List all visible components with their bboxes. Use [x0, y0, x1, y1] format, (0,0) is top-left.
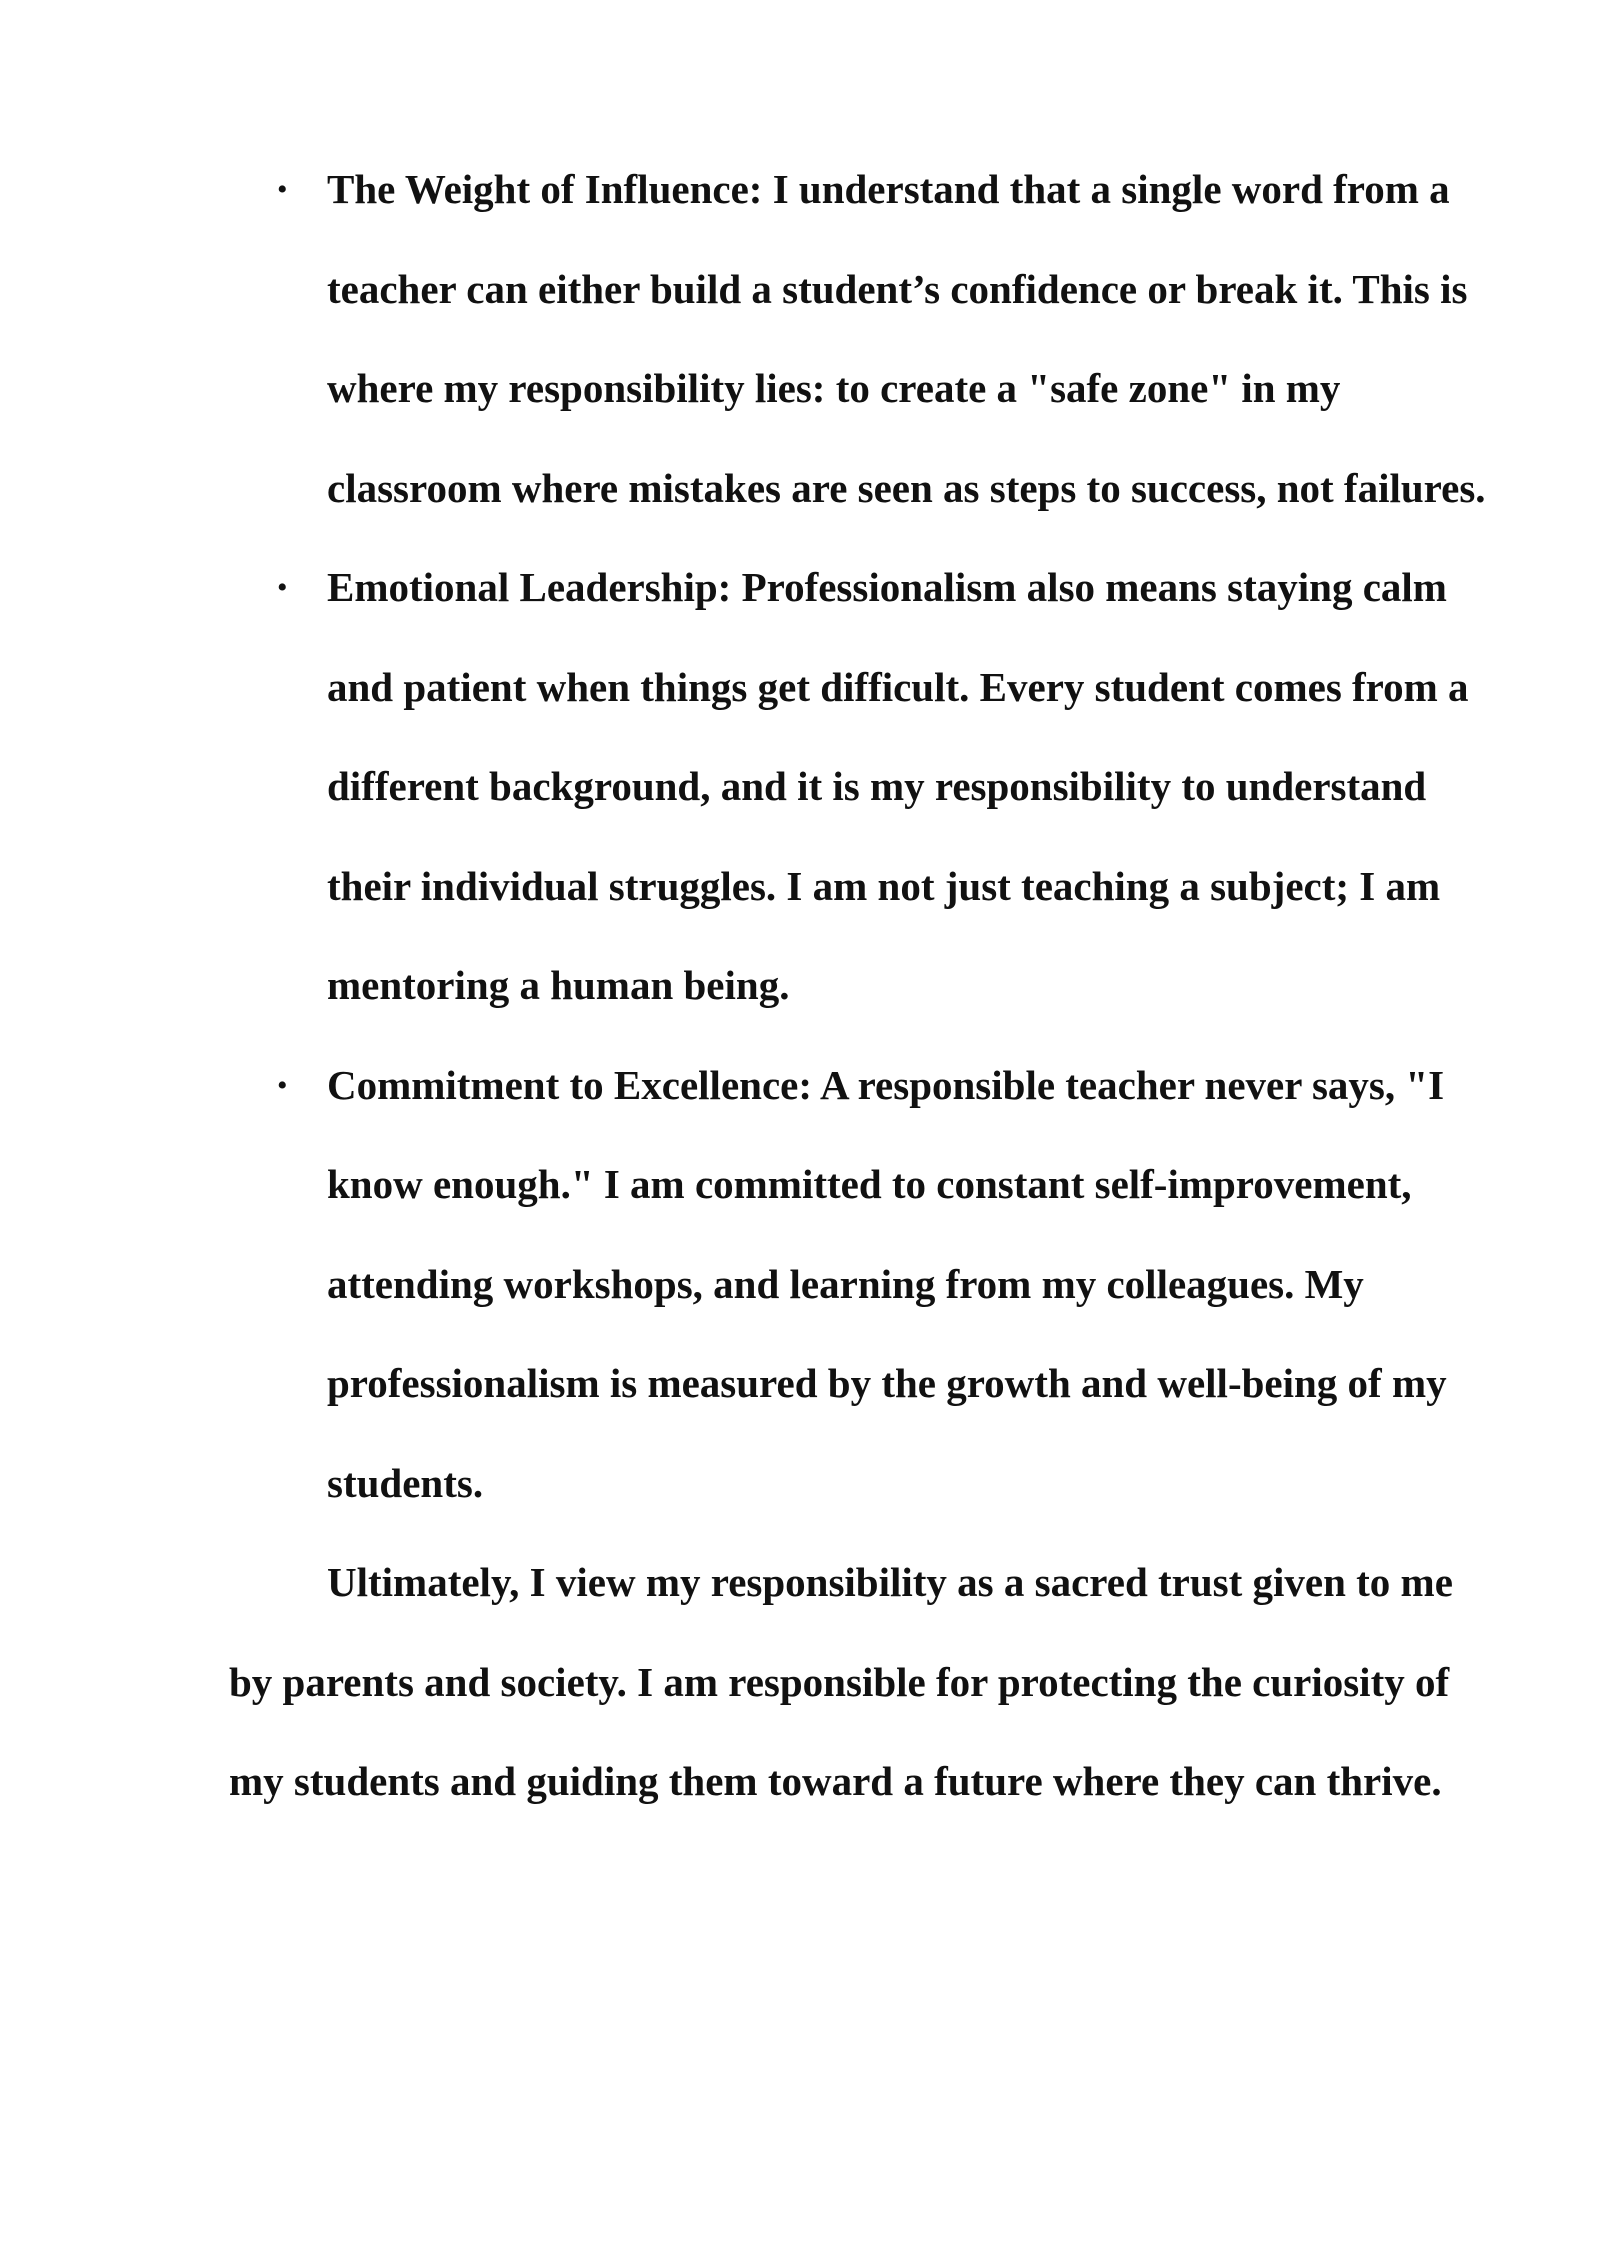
bullet-marker: •: [277, 1068, 288, 1102]
bullet-item-emotional-leadership: [229, 538, 1499, 1036]
document-body: [229, 140, 1499, 1832]
bullet-text: The Weight of Influence: I understand that a single word from a teacher can either build a student’s confidence or break it. This is where my responsibility lies: to create a "safe zone" in my classroom where mistakes are seen as steps to success, not failures.: [327, 166, 1486, 511]
bullet-item-commitment-to-excellence: [229, 1036, 1499, 1534]
bullet-text: Commitment to Excellence: A responsible teacher never says, "I know enough." I am committed to constant self-improvement, attending workshops, and learning from my colleagues. My professionalism is measured by the growth and well-being of my students.: [327, 1061, 1447, 1506]
bullet-list: [229, 140, 1499, 1533]
closing-paragraph: Ultimately, I view my responsibility as a sacred trust given to me by parents and society. I am responsible for protecting the curiosity of my students and guiding them toward a future where they can thrive.: [229, 1559, 1453, 1804]
bullet-marker: •: [277, 173, 288, 206]
bullet-text: Emotional Leadership: Professionalism also means staying calm and patient when things get difficult. Every student comes from a different background, and it is my responsibility to understand their individual struggles. I am not just teaching a subject; I am mentoring a human being.: [327, 564, 1469, 1008]
bullet-item-weight-of-influence: [229, 140, 1499, 538]
bullet-marker: •: [277, 571, 288, 604]
